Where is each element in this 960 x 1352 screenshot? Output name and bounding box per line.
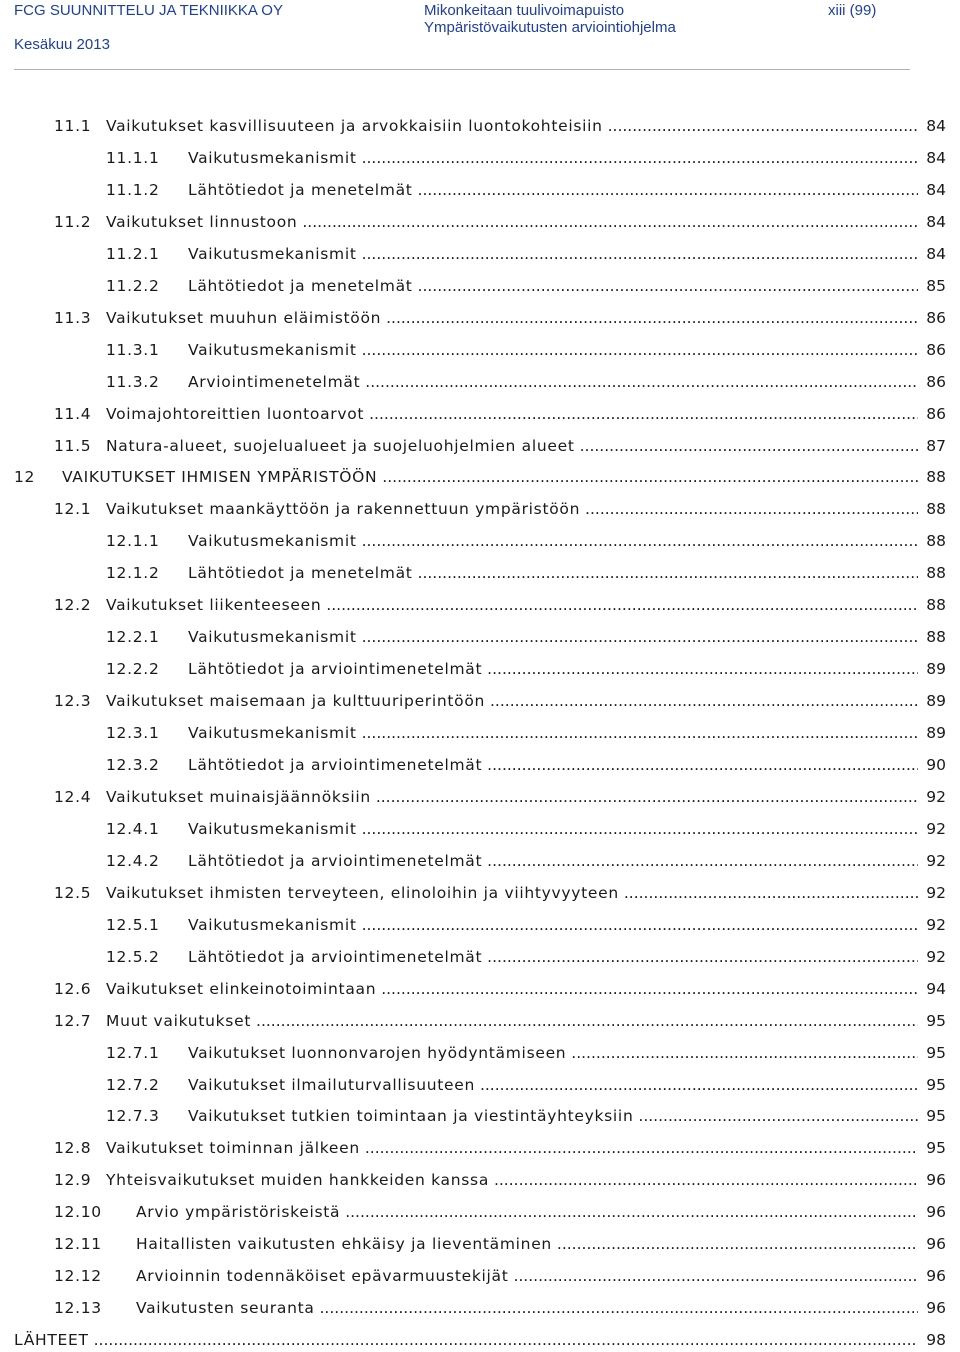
toc-entry-page: 94: [926, 979, 946, 998]
toc-entry-title: Vaikutukset kasvillisuuteen ja arvokkaisiin luontokohteisiin: [106, 117, 603, 135]
toc-entry-text: [106, 657, 918, 681]
toc-entry-page: 98: [926, 1331, 946, 1350]
toc-entry-number: 11.3.1: [106, 340, 160, 359]
toc-entry-text: [106, 242, 918, 266]
toc-entry-page: 92: [926, 787, 946, 806]
toc-entry-text: [54, 785, 918, 809]
toc-entry-text: [54, 1168, 918, 1192]
toc-entry-page: 96: [926, 1171, 946, 1190]
toc-entry-title: Vaikutukset elinkeinotoimintaan: [106, 979, 377, 998]
toc-entry-title: Vaikutusmekanismit: [188, 819, 357, 838]
toc-entry-title: Vaikutusmekanismit: [188, 915, 357, 934]
toc-entry[interactable]: [0, 370, 960, 394]
toc-entry-page: 86: [926, 308, 946, 327]
toc-entry-number: 11.2.1: [106, 244, 160, 263]
toc-entry-text: [54, 402, 918, 426]
toc-entry-text: [106, 913, 918, 937]
toc-entry-number: 12.5: [54, 883, 92, 902]
toc-entry-page: 84: [926, 180, 946, 199]
toc-entry-title: Vaikutusmekanismit: [188, 532, 357, 551]
toc-entry-number: 12.6: [54, 979, 92, 998]
toc-entry-title: Vaikutukset luonnonvarojen hyödyntämiseen: [188, 1043, 567, 1062]
toc-entry-page: 90: [926, 756, 946, 774]
toc-entry-number: 12.11: [54, 1235, 102, 1254]
toc-entry-text: [54, 306, 918, 330]
toc-entry-number: 11.3.2: [106, 372, 160, 391]
toc-entry-number: 12.3.2: [106, 756, 160, 774]
toc-entry-page: 88: [926, 596, 946, 615]
toc-entry-number: 11.1.2: [106, 180, 160, 199]
toc-entry-title: Lähtötiedot ja arviointimenetelmät: [188, 660, 483, 679]
toc-entry[interactable]: [0, 593, 960, 617]
toc-entry-number: 12.2: [54, 596, 92, 615]
toc-entry-text: [54, 114, 918, 138]
toc-entry-title: Vaikutusmekanismit: [188, 244, 357, 263]
toc-entry-page: 92: [926, 819, 946, 838]
toc-entry[interactable]: [0, 1264, 960, 1288]
toc-entry-text: [54, 1296, 918, 1320]
header-project: Mikonkeitaan tuulivoimapuisto: [424, 2, 625, 19]
toc-entry-title: Haitallisten vaikutusten ehkäisy ja lieventäminen: [136, 1235, 552, 1254]
toc-entry-number: 12.7.3: [106, 1107, 160, 1126]
toc-entry[interactable]: [0, 625, 960, 649]
toc-entry-title: Vaikutukset ilmailuturvallisuuteen: [188, 1075, 476, 1094]
toc-entry-text: [54, 434, 918, 458]
toc-entry-text: [54, 689, 918, 713]
toc-entry[interactable]: [0, 1328, 960, 1352]
toc-entry-number: 12.4.2: [106, 851, 160, 870]
toc-entry-title: Arviointimenetelmät: [188, 372, 361, 391]
toc-entry-text: [54, 497, 918, 521]
toc-entry-number: 12: [14, 468, 36, 487]
toc-entry[interactable]: [0, 1009, 960, 1033]
toc-entry-title: Vaikutusten seuranta: [136, 1299, 315, 1318]
toc-entry-title: Voimajohtoreittien luontoarvot: [106, 404, 365, 423]
toc-entry-title: Vaikutusmekanismit: [188, 148, 357, 167]
toc-entry-page: 96: [926, 1267, 946, 1286]
toc-entry-number: 12.1.1: [106, 532, 160, 551]
toc-entry[interactable]: [0, 114, 960, 138]
toc-entry-text: [54, 1264, 918, 1288]
toc-entry-title: Vaikutukset maankäyttöön ja rakennettuun ympäristöön: [106, 500, 581, 519]
header-date: Kesäkuu 2013: [14, 36, 110, 53]
toc-entry-page: 92: [926, 883, 946, 902]
toc-entry-page: 86: [926, 372, 946, 391]
toc-entry-text: [106, 721, 918, 745]
toc-entry[interactable]: [0, 146, 960, 170]
toc-entry-title: Lähtötiedot ja arviointimenetelmät: [188, 756, 483, 774]
toc-entry-page: 86: [926, 340, 946, 359]
toc-entry-page: 85: [926, 276, 946, 295]
toc-entry-title: Lähtötiedot ja arviointimenetelmät: [188, 947, 483, 966]
toc-entry-title: Arvioinnin todennäköiset epävarmuustekijät: [136, 1267, 509, 1286]
toc-entry-number: 12.9: [54, 1171, 92, 1190]
toc-entry-text: [106, 1073, 918, 1097]
toc-entry-title: Vaikutukset muinaisjäännöksiin: [106, 787, 371, 806]
toc-entry-title: Lähtötiedot ja menetelmät: [188, 180, 413, 199]
toc-entry-number: 11.2: [54, 212, 92, 231]
toc-entry[interactable]: [0, 465, 960, 489]
toc-entry-number: 12.3.1: [106, 724, 160, 743]
toc-entry-title: Natura-alueet, suojelualueet ja suojeluohjelmien alueet: [106, 436, 575, 455]
toc-entry-page: 95: [926, 1043, 946, 1062]
toc-entry-number: 12.4: [54, 787, 92, 806]
toc-entry-title: Vaikutukset liikenteeseen: [106, 596, 322, 615]
toc-entry-number: 11.2.2: [106, 276, 160, 295]
toc-entry-number: 12.7.1: [106, 1043, 160, 1062]
toc-entry[interactable]: [0, 817, 960, 841]
toc-entry-page: 96: [926, 1299, 946, 1318]
toc-entry-number: 11.4: [54, 404, 92, 423]
toc-entry-text: [106, 945, 918, 969]
toc-entry-title: Arvio ympäristöriskeistä: [136, 1203, 341, 1222]
toc-entry[interactable]: [0, 913, 960, 937]
toc-entry[interactable]: [0, 657, 960, 681]
toc-entry-text: [54, 977, 918, 1001]
toc-entry-number: 12.7.2: [106, 1075, 160, 1094]
toc-entry-number: 12.8: [54, 1139, 92, 1158]
toc-entry-text: [54, 1200, 918, 1224]
toc-entry[interactable]: [0, 210, 960, 234]
toc-entry-text: [54, 1136, 918, 1160]
toc-entry-number: 12.10: [54, 1203, 102, 1222]
toc-entry[interactable]: [0, 1200, 960, 1224]
toc-entry-text: [54, 1232, 918, 1256]
toc-entry[interactable]: [0, 434, 960, 458]
toc-entry-title: Lähtötiedot ja menetelmät: [188, 564, 413, 583]
toc-entry-number: 11.3: [54, 308, 92, 327]
toc-entry-number: 12.4.1: [106, 819, 160, 838]
toc-entry[interactable]: [0, 338, 960, 362]
toc-entry-page: 86: [926, 404, 946, 423]
toc-entry-page: 84: [926, 244, 946, 263]
toc-entry-number: 12.1: [54, 500, 92, 519]
toc-entry-text: [106, 625, 918, 649]
toc-entry[interactable]: [0, 242, 960, 266]
toc-entry-text: [106, 817, 918, 841]
toc-entry-page: 89: [926, 660, 946, 679]
toc-entry[interactable]: [0, 785, 960, 809]
toc-entry[interactable]: [0, 1104, 960, 1128]
toc-entry[interactable]: [0, 1073, 960, 1097]
toc-entry-page: 92: [926, 915, 946, 934]
toc-entry-page: 88: [926, 468, 946, 487]
toc-entry-title: VAIKUTUKSET IHMISEN YMPÄRISTÖÖN: [62, 468, 378, 487]
toc-entry-title: Vaikutusmekanismit: [188, 340, 357, 359]
toc-entry-title: LÄHTEET: [14, 1331, 89, 1350]
toc-entry[interactable]: [0, 561, 960, 585]
toc-entry-page: 89: [926, 692, 946, 711]
toc-entry-text: [106, 753, 918, 777]
toc-entry-text: [14, 1328, 918, 1352]
toc-entry-title: Vaikutukset maisemaan ja kulttuuriperintöön: [106, 692, 486, 711]
toc-entry-title: Vaikutusmekanismit: [188, 724, 357, 743]
header-page-number: xiii (99): [828, 2, 877, 19]
toc-entry-page: 95: [926, 1011, 946, 1030]
toc-entry-page: 89: [926, 724, 946, 743]
toc-entry-text: [106, 178, 918, 202]
toc-entry-page: 95: [926, 1139, 946, 1158]
toc-entry-number: 12.2.2: [106, 660, 160, 679]
toc-entry-page: 87: [926, 436, 946, 455]
toc-entry-text: [106, 561, 918, 585]
toc-entry-title: Vaikutukset toiminnan jälkeen: [106, 1139, 360, 1158]
toc-entry[interactable]: [0, 274, 960, 298]
toc-entry-text: [54, 881, 918, 905]
toc-entry[interactable]: [0, 306, 960, 330]
toc-entry[interactable]: [0, 977, 960, 1001]
toc-entry-page: 88: [926, 500, 946, 519]
toc-entry-text: [14, 465, 918, 489]
toc-entry[interactable]: [0, 945, 960, 969]
toc-entry[interactable]: [0, 1296, 960, 1320]
header-document: Ympäristövaikutusten arviointiohjelma: [424, 19, 676, 36]
toc-entry-number: 12.3: [54, 692, 92, 711]
toc-entry-page: 92: [926, 851, 946, 870]
toc-entry-page: 92: [926, 947, 946, 966]
toc-entry-page: 84: [926, 212, 946, 231]
toc-entry-number: 12.13: [54, 1299, 102, 1318]
toc-entry-text: [54, 210, 918, 234]
toc-entry-text: [54, 593, 918, 617]
toc-entry-title: Vaikutukset linnustoon: [106, 212, 298, 231]
toc-entry-text: [106, 1041, 918, 1065]
toc-entry-page: 84: [926, 117, 946, 135]
toc-entry-number: 12.12: [54, 1267, 102, 1286]
toc-entry-page: 84: [926, 148, 946, 167]
toc-entry-text: [106, 529, 918, 553]
toc-entry-title: Vaikutukset muuhun eläimistöön: [106, 308, 382, 327]
toc-entry[interactable]: [0, 402, 960, 426]
toc-entry-page: 95: [926, 1107, 946, 1126]
toc-entry-text: [106, 370, 918, 394]
toc-entry-text: [106, 849, 918, 873]
toc-entry-number: 12.2.1: [106, 628, 160, 647]
toc-entry-number: 11.5: [54, 436, 92, 455]
toc-entry-number: 11.1.1: [106, 148, 160, 167]
toc-entry-title: Vaikutusmekanismit: [188, 628, 357, 647]
toc-entry[interactable]: [0, 1136, 960, 1160]
toc-entry[interactable]: [0, 1041, 960, 1065]
toc-entry-title: Vaikutukset ihmisten terveyteen, elinoloihin ja viihtyvyyteen: [106, 883, 619, 902]
toc-entry[interactable]: [0, 721, 960, 745]
toc-entry[interactable]: [0, 689, 960, 713]
toc-entry-page: 88: [926, 564, 946, 583]
toc-entry-number: 11.1: [54, 117, 92, 135]
toc-entry-text: [106, 274, 918, 298]
toc-entry-page: 88: [926, 532, 946, 551]
toc-entry-number: 12.7: [54, 1011, 92, 1030]
toc-entry[interactable]: [0, 529, 960, 553]
header-divider: [14, 69, 910, 70]
toc-entry-title: Yhteisvaikutukset muiden hankkeiden kanssa: [106, 1171, 490, 1190]
toc-entry-number: 12.5.1: [106, 915, 160, 934]
toc-entry-number: 12.1.2: [106, 564, 160, 583]
toc-entry-title: Lähtötiedot ja menetelmät: [188, 276, 413, 295]
toc-entry-page: 95: [926, 1075, 946, 1094]
toc-entry-title: Lähtötiedot ja arviointimenetelmät: [188, 851, 483, 870]
toc-entry-text: [106, 1104, 918, 1128]
toc-entry-page: 88: [926, 628, 946, 647]
toc-entry-text: [106, 338, 918, 362]
toc-entry[interactable]: [0, 849, 960, 873]
toc-entry[interactable]: [0, 1168, 960, 1192]
toc-entry-text: [54, 1009, 918, 1033]
toc-entry[interactable]: [0, 497, 960, 521]
toc-entry-title: Vaikutukset tutkien toimintaan ja viestintäyhteyksiin: [188, 1107, 634, 1126]
toc-entry-text: [106, 146, 918, 170]
toc-entry-page: 96: [926, 1203, 946, 1222]
header-organization: FCG SUUNNITTELU JA TEKNIIKKA OY: [14, 2, 283, 19]
toc-entry-page: 96: [926, 1235, 946, 1254]
toc-entry-number: 12.5.2: [106, 947, 160, 966]
toc-entry-title: Muut vaikutukset: [106, 1011, 252, 1030]
toc-entry[interactable]: [0, 881, 960, 905]
toc-entry[interactable]: [0, 753, 960, 777]
toc-entry[interactable]: [0, 1232, 960, 1256]
toc-entry[interactable]: [0, 178, 960, 202]
